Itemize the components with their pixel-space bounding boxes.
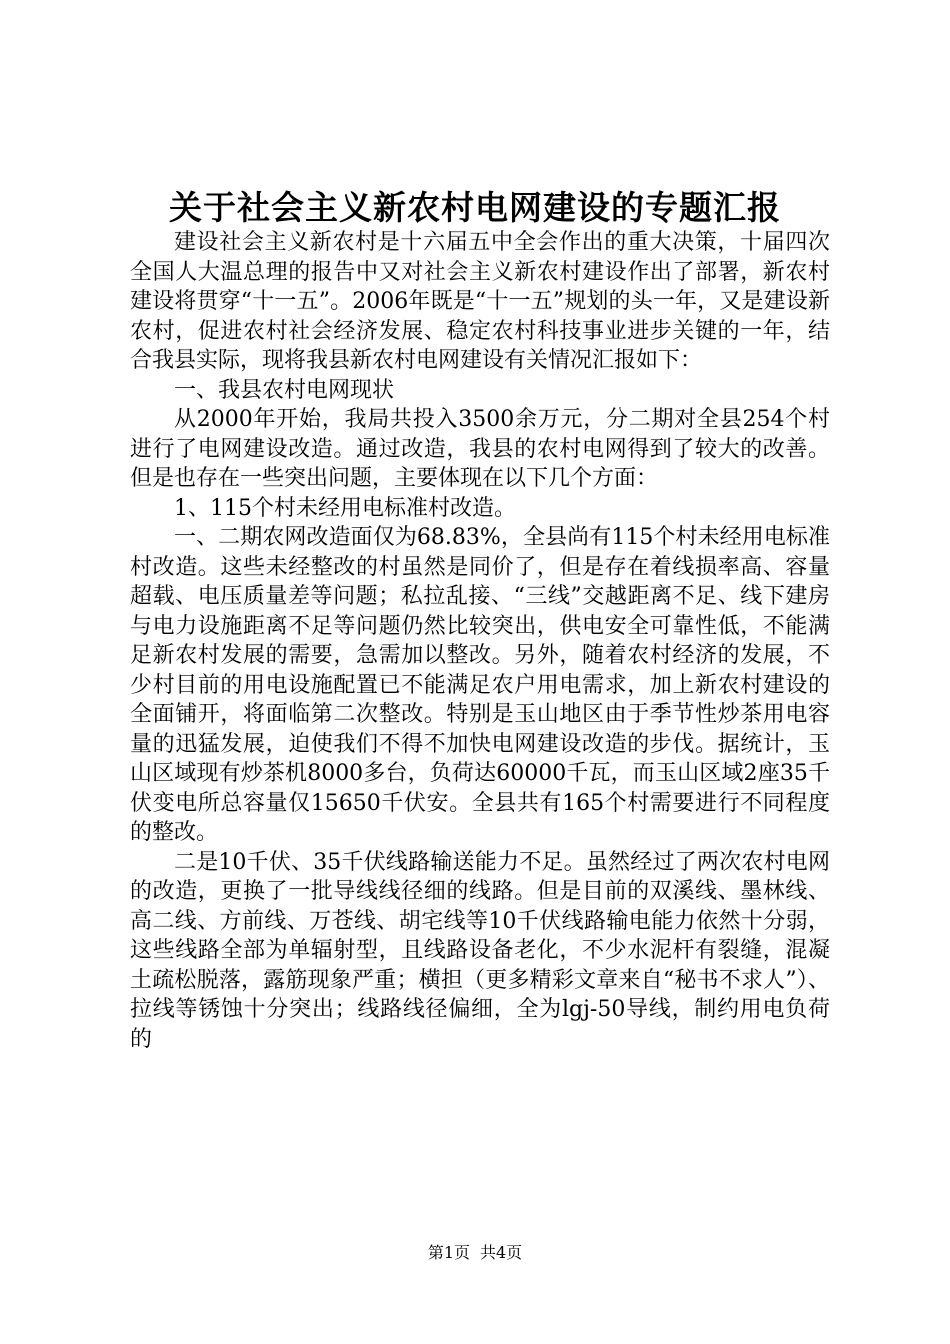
paragraph: 建设社会主义新农村是十六届五中全会作出的重大决策，十届四次全国人大温总理的报告中又对社会主义新农村建设作出了部署，新农村建设将贯穿“十一五”。2006年既是“十一五”规划的头一年，又是建设新农村，促进农村社会经济发展、稳定农村科技事业进步关键的一年，结合我县实际，现将我县新农村电网建设有关情况汇报如下： bbox=[130, 230, 830, 373]
paragraph: 一、二期农网改造面仅为68.83%，全县尚有115个村未经用电标准村改造。这些未经整改的村虽然是同价了，但是存在着线损率高、容量超载、电压质量差等问题；私拉乱接、“三线”交越距离不足、线下建房与电力设施距离不足等问题仍然比较突出，供电安全可靠性低，不能满足新农村发展的需要，急需加以整改。另外，随着农村经济的发展，不少村目前的用电设施配置已不能满足农户用电需求，加上新农村建设的全面铺开，将面临第二次整改。特别是玉山地区由于季节性炒茶用电容量的迅猛发展，迫使我们不得不加快电网建设改造的步伐。据统计，玉山区域现有炒茶机8000多台，负荷达60000千瓦，而玉山区域2座35千伏变电所总容量仅15650千伏安。全县共有165个村需要进行不同程度的整改。 bbox=[130, 525, 830, 845]
page-footer bbox=[0, 1242, 950, 1264]
document-body bbox=[130, 228, 830, 1054]
page-total: 共4页 bbox=[480, 1243, 523, 1262]
subsection-heading: 1、115个村未经用电标准村改造。 bbox=[174, 495, 516, 521]
paragraph: 从2000年开始，我局共投入3500余万元，分二期对全县254个村进行了电网建设改造。通过改造，我县的农村电网得到了较大的改善。但是也存在一些突出问题，主要体现在以下几个方面： bbox=[130, 407, 830, 491]
document-title: 关于社会主义新农村电网建设的专题汇报 bbox=[169, 188, 781, 227]
paragraph: 二是10千伏、35千伏线路输送能力不足。虽然经过了两次农村电网的改造，更换了一批导线线径细的线路。但是目前的双溪线、墨林线、高二线、方前线、万苍线、胡宅线等10千伏线路输电能力依然十分弱，这些线路全部为单辐射型，且线路设备老化，不少水泥杆有裂缝，混凝土疏松脱落，露筋现象严重；横担（更多精彩文章来自“秘书不求人”）、拉线等锈蚀十分突出；线路线径偏细，全为lgj-50导线，制约用电负荷的 bbox=[130, 849, 830, 1052]
section-heading: 一、我县农村电网现状 bbox=[174, 377, 395, 403]
page-number: 第1页 bbox=[427, 1243, 470, 1262]
